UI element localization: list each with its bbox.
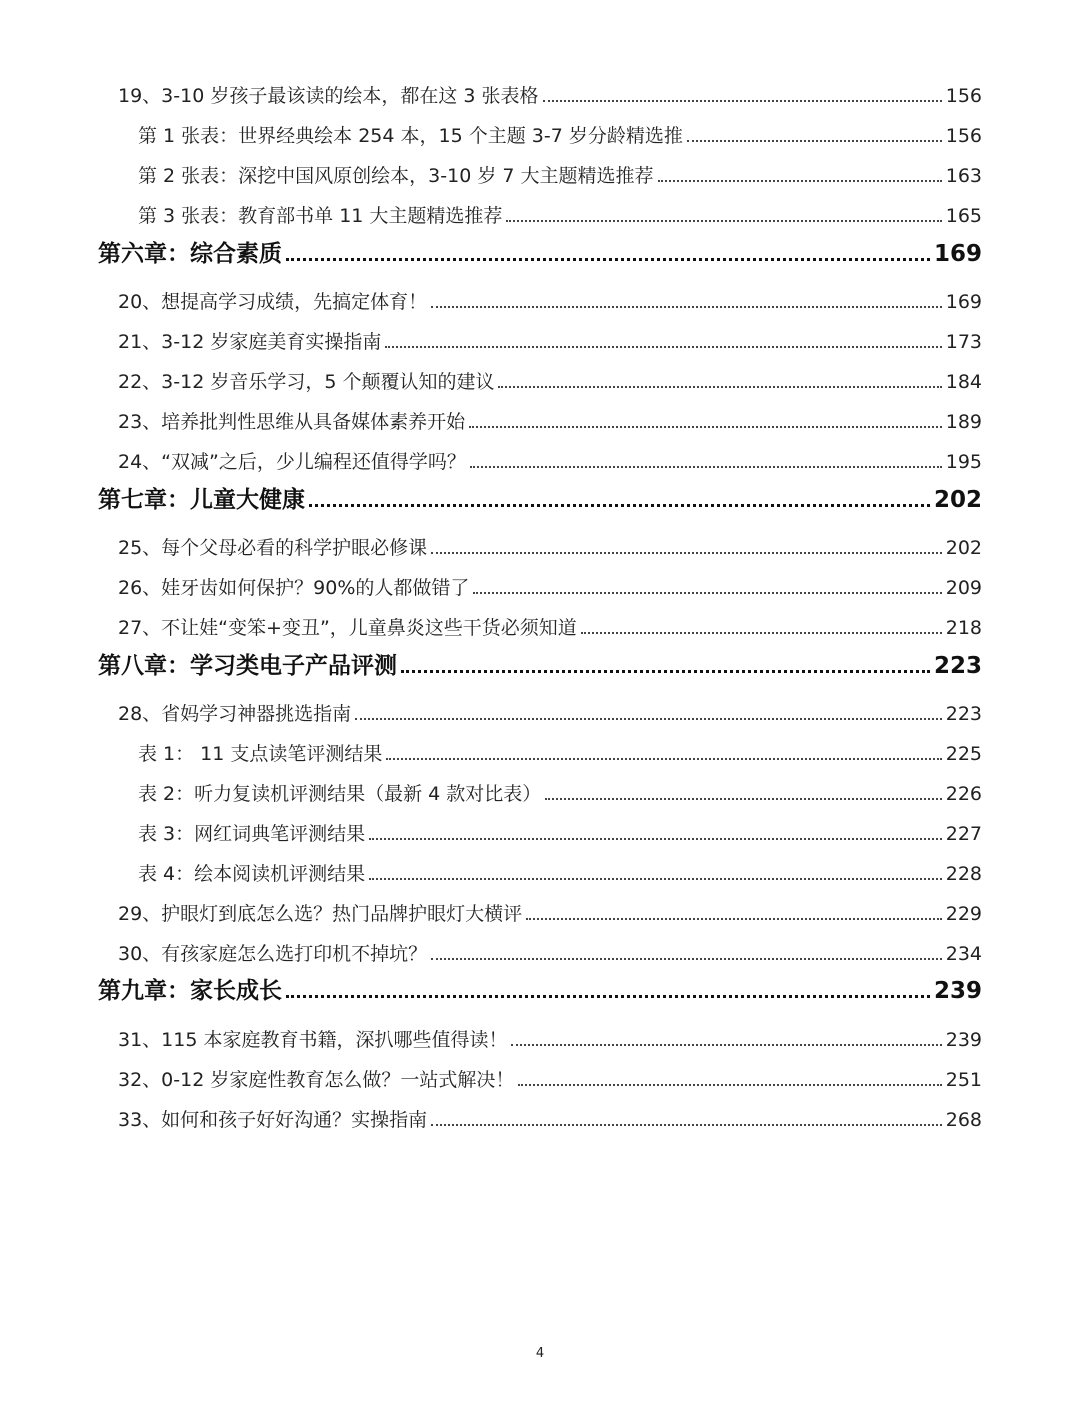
toc-chapter-title: 第八章：学习类电子产品评测 bbox=[98, 653, 397, 679]
toc-entry-page: 225 bbox=[945, 743, 982, 765]
toc-entry-title: 27、不让娃“变笨+变丑”，儿童鼻炎这些干货必须知道 bbox=[118, 617, 577, 639]
toc-entry[interactable] bbox=[118, 928, 982, 964]
toc-entry-title: 第 3 张表：教育部书单 11 大主题精选推荐 bbox=[138, 205, 503, 227]
dot-leader bbox=[286, 258, 930, 261]
toc-entry[interactable] bbox=[118, 602, 982, 638]
page-number: 4 bbox=[535, 1346, 545, 1361]
toc-entry[interactable] bbox=[138, 190, 982, 226]
toc-entry-title: 22、3-12 岁音乐学习，5 个颠覆认知的建议 bbox=[118, 371, 495, 393]
toc-entry[interactable] bbox=[118, 436, 982, 472]
toc-entry-title: 表 3：网红词典笔评测结果 bbox=[138, 823, 366, 845]
dot-leader bbox=[498, 386, 941, 388]
toc-entry-title: 24、“双减”之后，少儿编程还值得学吗？ bbox=[118, 451, 466, 473]
toc-entry-page: 251 bbox=[945, 1069, 982, 1091]
toc-entry-title: 25、每个父母必看的科学护眼必修课 bbox=[118, 537, 428, 559]
dot-leader bbox=[470, 466, 942, 468]
toc-chapter[interactable] bbox=[98, 476, 982, 512]
toc-entry-title: 表 4：绘本阅读机评测结果 bbox=[138, 863, 366, 885]
toc-entry-page: 209 bbox=[945, 577, 982, 599]
toc-entry-title: 32、0-12 岁家庭性教育怎么做？一站式解决！ bbox=[118, 1069, 515, 1091]
toc-entry-page: 234 bbox=[945, 943, 982, 965]
dot-leader bbox=[545, 798, 941, 800]
dot-leader bbox=[658, 180, 942, 182]
toc-entry[interactable] bbox=[118, 316, 982, 352]
dot-leader bbox=[309, 504, 930, 507]
toc-entry[interactable] bbox=[138, 768, 982, 804]
toc-chapter-page: 239 bbox=[933, 978, 982, 1004]
toc-chapter-title: 第七章：儿童大健康 bbox=[98, 487, 305, 513]
toc-entry-page: 268 bbox=[945, 1109, 982, 1131]
dot-leader bbox=[473, 592, 941, 594]
toc-entry[interactable] bbox=[118, 356, 982, 392]
dot-leader bbox=[431, 552, 942, 554]
dot-leader bbox=[518, 1084, 941, 1086]
toc-entry[interactable] bbox=[118, 688, 982, 724]
toc-entry[interactable] bbox=[138, 808, 982, 844]
toc-chapter[interactable] bbox=[98, 642, 982, 678]
dot-leader bbox=[526, 918, 942, 920]
toc-entry[interactable] bbox=[118, 396, 982, 432]
toc-entry-title: 表 1： 11 支点读笔评测结果 bbox=[138, 743, 383, 765]
toc-entry-page: 169 bbox=[945, 291, 982, 313]
toc-entry-page: 239 bbox=[945, 1029, 982, 1051]
toc-entry-page: 173 bbox=[945, 331, 982, 353]
dot-leader bbox=[401, 670, 930, 673]
dot-leader bbox=[286, 995, 930, 998]
toc-entry-page: 156 bbox=[945, 85, 982, 107]
toc-entry-page: 223 bbox=[945, 703, 982, 725]
toc-entry-page: 227 bbox=[945, 823, 982, 845]
dot-leader bbox=[581, 632, 942, 634]
dot-leader bbox=[431, 1124, 942, 1126]
toc-entry-title: 表 2：听力复读机评测结果（最新 4 款对比表） bbox=[138, 783, 542, 805]
toc-entry-page: 189 bbox=[945, 411, 982, 433]
toc-entry-title: 26、娃牙齿如何保护？90%的人都做错了 bbox=[118, 577, 470, 599]
toc-chapter-page: 202 bbox=[933, 487, 982, 513]
toc-entry-page: 184 bbox=[945, 371, 982, 393]
toc-entry-page: 226 bbox=[945, 783, 982, 805]
toc-entry-title: 31、115 本家庭教育书籍，深扒哪些值得读！ bbox=[118, 1029, 508, 1051]
toc-chapter-title: 第九章：家长成长 bbox=[98, 978, 282, 1004]
toc-chapter[interactable] bbox=[98, 967, 982, 1003]
toc-entry[interactable] bbox=[118, 276, 982, 312]
toc-entry-title: 33、如何和孩子好好沟通？实操指南 bbox=[118, 1109, 428, 1131]
toc-entry-title: 29、护眼灯到底怎么选？热门品牌护眼灯大横评 bbox=[118, 903, 523, 925]
dot-leader bbox=[369, 838, 942, 840]
toc-entry[interactable] bbox=[118, 70, 982, 106]
dot-leader bbox=[543, 100, 942, 102]
dot-leader bbox=[431, 306, 942, 308]
dot-leader bbox=[511, 1044, 941, 1046]
toc-entry[interactable] bbox=[138, 110, 982, 146]
dot-leader bbox=[431, 958, 942, 960]
toc-entry-page: 229 bbox=[945, 903, 982, 925]
dot-leader bbox=[687, 140, 942, 142]
toc-entry-page: 228 bbox=[945, 863, 982, 885]
toc-entry[interactable] bbox=[118, 1094, 982, 1130]
toc-entry-title: 第 2 张表：深挖中国风原创绘本，3-10 岁 7 大主题精选推荐 bbox=[138, 165, 654, 187]
toc-chapter-title: 第六章：综合素质 bbox=[98, 241, 282, 267]
toc-entry[interactable] bbox=[118, 1014, 982, 1050]
dot-leader bbox=[355, 718, 942, 720]
toc-entry-page: 165 bbox=[945, 205, 982, 227]
dot-leader bbox=[469, 426, 942, 428]
toc-entry[interactable] bbox=[118, 1054, 982, 1090]
toc-entry[interactable] bbox=[118, 562, 982, 598]
toc-entry[interactable] bbox=[138, 728, 982, 764]
toc-chapter-page: 223 bbox=[933, 653, 982, 679]
toc-entry-page: 156 bbox=[945, 125, 982, 147]
toc-entry-title: 20、想提高学习成绩，先搞定体育！ bbox=[118, 291, 428, 313]
toc-entry-title: 21、3-12 岁家庭美育实操指南 bbox=[118, 331, 382, 353]
dot-leader bbox=[386, 758, 941, 760]
dot-leader bbox=[385, 346, 941, 348]
toc-entry[interactable] bbox=[138, 848, 982, 884]
toc-entry[interactable] bbox=[118, 522, 982, 558]
dot-leader bbox=[506, 220, 941, 222]
toc-entry-title: 第 1 张表：世界经典绘本 254 本，15 个主题 3-7 岁分龄精选推 bbox=[138, 125, 683, 147]
toc-entry-page: 202 bbox=[945, 537, 982, 559]
toc-chapter[interactable] bbox=[98, 230, 982, 266]
dot-leader bbox=[369, 878, 942, 880]
toc-entry[interactable] bbox=[138, 150, 982, 186]
toc-entry-title: 19、3-10 岁孩子最该读的绘本，都在这 3 张表格 bbox=[118, 85, 539, 107]
toc-entry-page: 218 bbox=[945, 617, 982, 639]
toc-entry[interactable] bbox=[118, 888, 982, 924]
toc-entry-page: 195 bbox=[945, 451, 982, 473]
toc-entry-title: 28、省妈学习神器挑选指南 bbox=[118, 703, 352, 725]
toc-entry-page: 163 bbox=[945, 165, 982, 187]
toc-entry-title: 30、有孩家庭怎么选打印机不掉坑？ bbox=[118, 943, 428, 965]
toc-chapter-page: 169 bbox=[933, 241, 982, 267]
toc-entry-title: 23、培养批判性思维从具备媒体素养开始 bbox=[118, 411, 466, 433]
